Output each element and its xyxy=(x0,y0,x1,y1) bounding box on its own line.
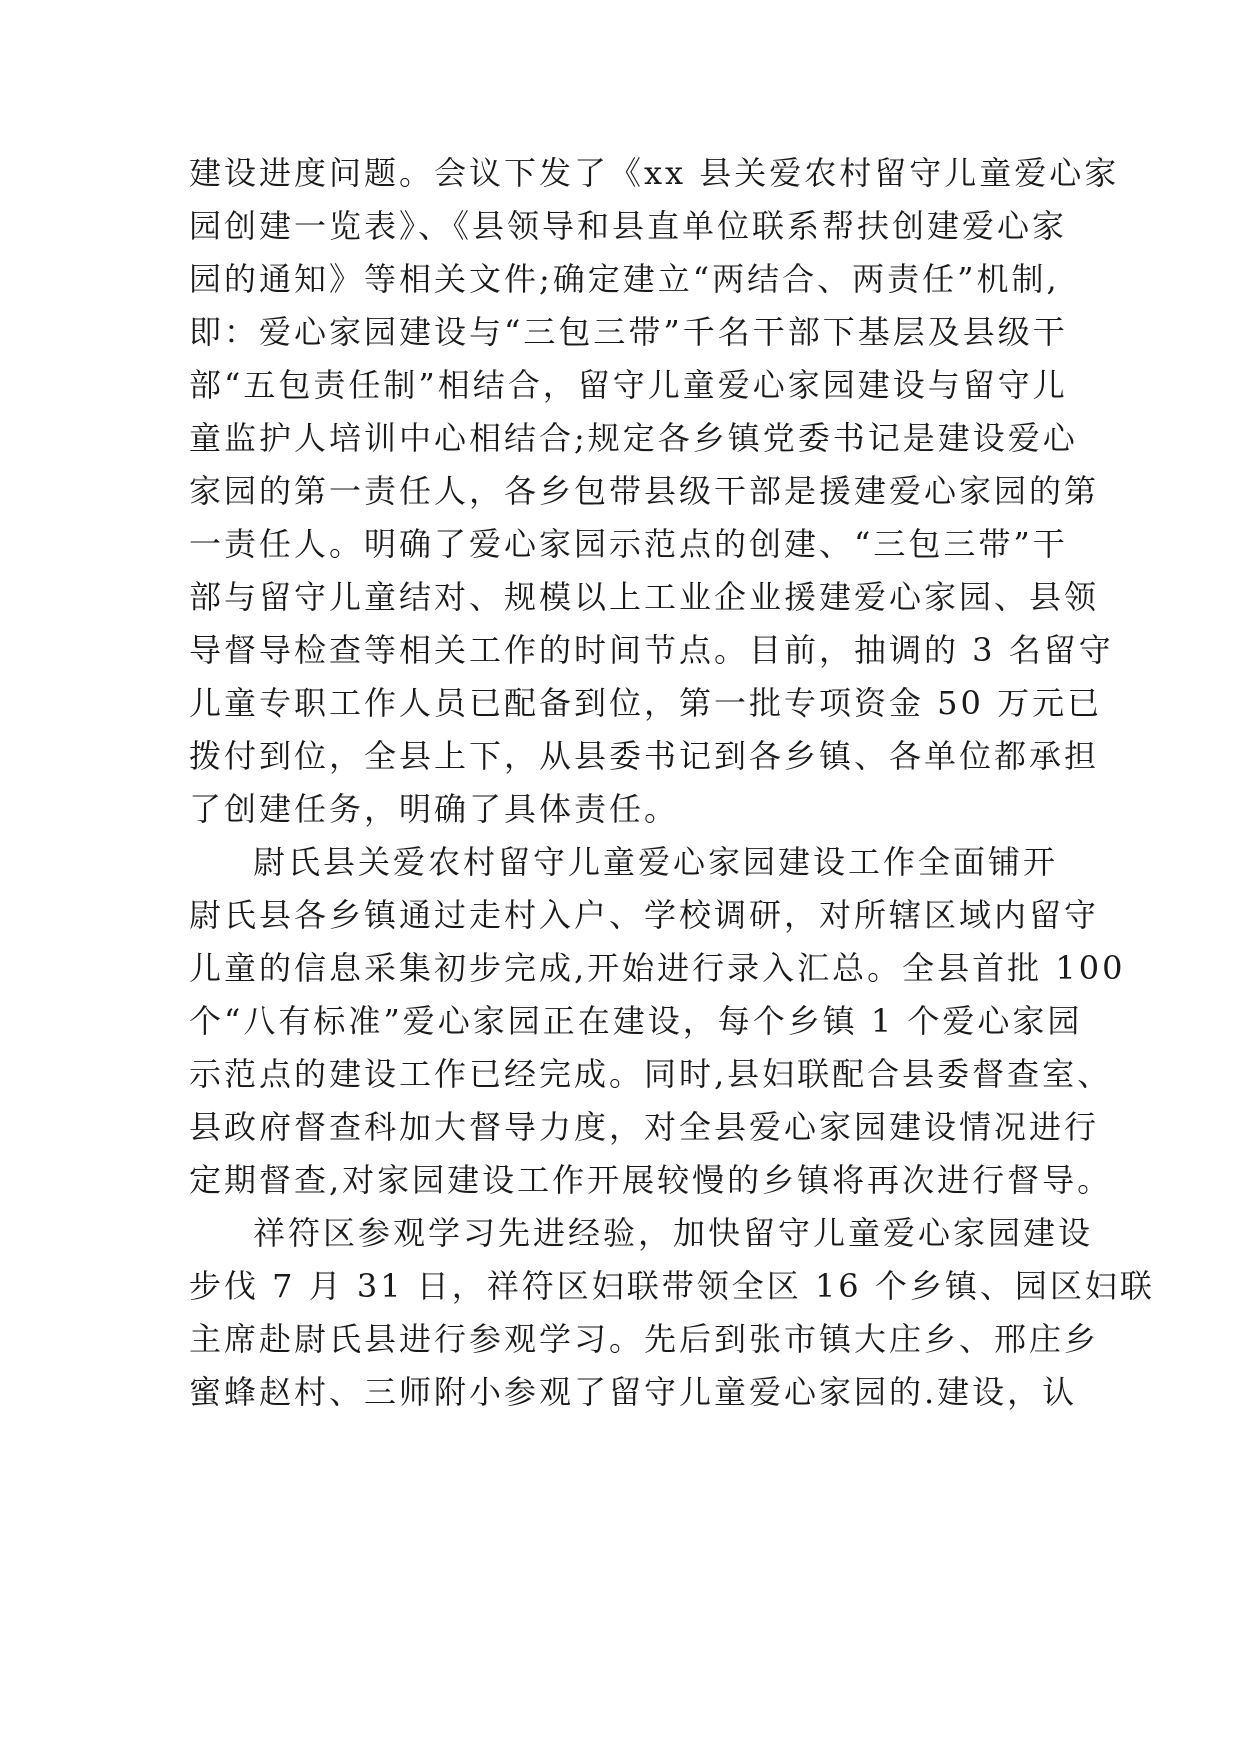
text-line-13: 了创建任务，明确了具体责任。 xyxy=(189,790,680,828)
text-line-12: 拨付到位，全县上下，从县委书记到各乡镇、各单位都承担 xyxy=(189,737,1100,775)
text-line-18: 示范点的建设工作已经完成。同时,县妇联配合县委督查室、 xyxy=(189,1055,1113,1093)
text-line-22: 步伐 7 月 31 日，祥符区妇联带领全区 16 个乡镇、园区妇联 xyxy=(189,1267,1155,1305)
text-line-23: 主席赴尉氏县进行参观学习。先后到张市镇大庄乡、邢庄乡 xyxy=(189,1320,1100,1358)
text-line-17: 个“八有标准”爱心家园正在建设，每个乡镇 1 个爱心家园 xyxy=(189,1002,1083,1040)
text-line-8: 一责任人。明确了爱心家园示范点的创建、“三包三带”干 xyxy=(189,525,1068,563)
text-line-19: 县政府督查科加大督导力度，对全县爱心家园建设情况进行 xyxy=(189,1108,1100,1146)
text-line-24: 蜜蜂赵村、三师附小参观了留守儿童爱心家园的.建设，认 xyxy=(189,1373,1078,1411)
text-line-5: 部“五包责任制”相结合，留守儿童爱心家园建设与留守儿 xyxy=(189,366,1068,404)
text-line-10: 导督导检查等相关工作的时间节点。目前，抽调的 3 名留守 xyxy=(189,631,1114,669)
text-line-3: 园的通知》等相关文件;确定建立“两结合、两责任”机制, xyxy=(189,260,1060,298)
text-line-16: 儿童的信息采集初步完成,开始进行录入汇总。全县首批 100 xyxy=(189,949,1126,987)
text-line-14: 尉氏县关爱农村留守儿童爱心家园建设工作全面铺开 xyxy=(253,843,1059,881)
text-line-11: 儿童专职工作人员已配备到位，第一批专项资金 50 万元已 xyxy=(189,684,1103,722)
text-line-7: 家园的第一责任人，各乡包带县级干部是援建爱心家园的第 xyxy=(189,472,1100,510)
text-line-9: 部与留守儿童结对、规模以上工业企业援建爱心家园、县领 xyxy=(189,578,1100,616)
text-line-15: 尉氏县各乡镇通过走村入户、学校调研，对所辖区域内留守 xyxy=(189,896,1100,934)
text-line-2: 园创建一览表》、《县领导和县直单位联系帮扶创建爱心家 xyxy=(189,207,1068,245)
text-line-1: 建设进度问题。会议下发了《xx 县关爱农村留守儿童爱心家 xyxy=(189,154,1120,192)
text-line-4: 即：爱心家园建设与“三包三带”千名干部下基层及县级干 xyxy=(189,313,1068,351)
text-line-20: 定期督查,对家园建设工作开展较慢的乡镇将再次进行督导。 xyxy=(189,1161,1113,1199)
text-line-6: 童监护人培训中心相结合;规定各乡镇党委书记是建设爱心 xyxy=(189,419,1078,457)
text-line-21: 祥符区参观学习先进经验，加快留守儿童爱心家园建设 xyxy=(253,1214,1094,1252)
